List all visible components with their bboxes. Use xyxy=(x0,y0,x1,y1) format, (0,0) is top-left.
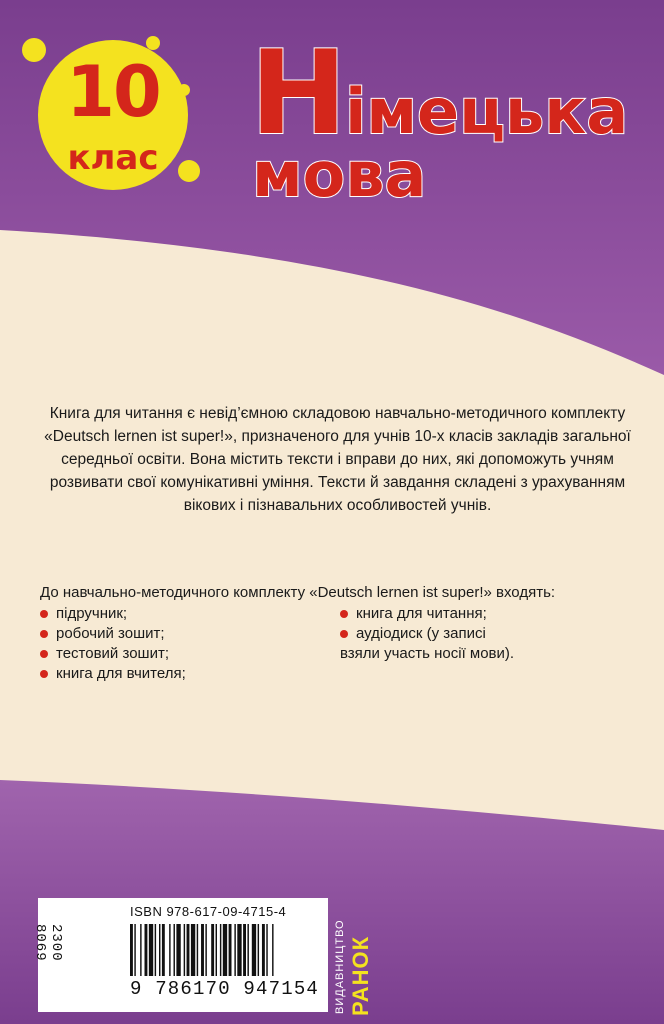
barcode-bar xyxy=(159,924,160,976)
publisher-logo: РАНОК xyxy=(348,935,373,1016)
barcode-bar xyxy=(272,924,273,976)
barcode-bar xyxy=(176,924,180,976)
grade-label: клас xyxy=(67,138,159,178)
barcode-bar xyxy=(187,924,190,976)
title-initial: Н xyxy=(250,26,346,161)
barcode-bar xyxy=(149,924,153,976)
isbn-text: ISBN 978-617-09-4715-4 xyxy=(130,904,287,919)
barcode-bar xyxy=(211,924,214,976)
barcode-bar xyxy=(216,924,217,976)
barcode-bar xyxy=(243,924,246,976)
barcode-bar xyxy=(205,924,206,976)
barcode-bar xyxy=(262,924,265,976)
list-item: тестовий зошит; xyxy=(40,644,186,664)
barcode-bar xyxy=(258,924,259,976)
barcode-bar xyxy=(234,924,235,976)
barcode-bar xyxy=(145,924,148,976)
barcode-bar xyxy=(223,924,227,976)
barcode-bar xyxy=(220,924,221,976)
barcode-bar xyxy=(247,924,248,976)
kit-list-right xyxy=(340,604,514,664)
barcode-bar xyxy=(162,924,165,976)
barcode-bar xyxy=(197,924,198,976)
bullet-icon xyxy=(340,610,348,618)
barcode-bar xyxy=(201,924,204,976)
list-item: книга для читання; xyxy=(340,604,514,624)
barcode-bar xyxy=(140,924,141,976)
barcode-bar xyxy=(191,924,195,976)
publisher-label: ВИДАВНИЦТВО xyxy=(334,919,346,1014)
kit-intro: До навчально-методичного комплекту «Deutsch lernen ist super!» входять: xyxy=(40,584,556,601)
barcode-bars xyxy=(128,924,318,976)
barcode-side-code: 2300 8069 xyxy=(32,924,64,962)
barcode-bar xyxy=(229,924,232,976)
barcode-bar xyxy=(184,924,185,976)
bullet-icon xyxy=(40,630,48,638)
barcode-bar xyxy=(252,924,256,976)
bullet-icon xyxy=(340,630,348,638)
list-item: аудіодиск (у записі xyxy=(340,624,514,644)
barcode-bar xyxy=(266,924,267,976)
kit-list-left xyxy=(40,604,186,684)
bullet-icon xyxy=(40,610,48,618)
barcode-bar xyxy=(130,924,133,976)
barcode-bar xyxy=(169,924,170,976)
bullet-icon xyxy=(40,650,48,658)
list-item: підручник; xyxy=(40,604,186,624)
description-text: Книга для читання є невід’ємною складовою навчально-методичного комплекту «Deutsch lernen ist super!», призначеного для учнів 10-х класів закладів загальної середньої освіти. Вона містить тексти і вправи до них, які допоможуть учням розвивати свої комунікативні уміння. Тексти й завдання складені з урахуванням вікових і пізнавальних особливостей учнів. xyxy=(44,405,631,514)
barcode-bar xyxy=(174,924,175,976)
book-title-line2: мова xyxy=(252,138,427,211)
bullet-icon xyxy=(40,670,48,678)
badge-bubble xyxy=(146,36,160,50)
barcode-bar xyxy=(155,924,156,976)
barcode-digits: 9 786170 947154 xyxy=(130,978,320,1000)
list-item-continuation: взяли участь носії мови). xyxy=(340,645,515,662)
book-title-line1 xyxy=(250,26,629,161)
title-rest: імецька xyxy=(345,75,629,148)
grade-number: 10 xyxy=(66,51,160,133)
list-item: книга для вчителя; xyxy=(40,664,186,684)
barcode-bar xyxy=(237,924,241,976)
barcode-bar xyxy=(134,924,135,976)
list-item: робочий зошит; xyxy=(40,624,186,644)
